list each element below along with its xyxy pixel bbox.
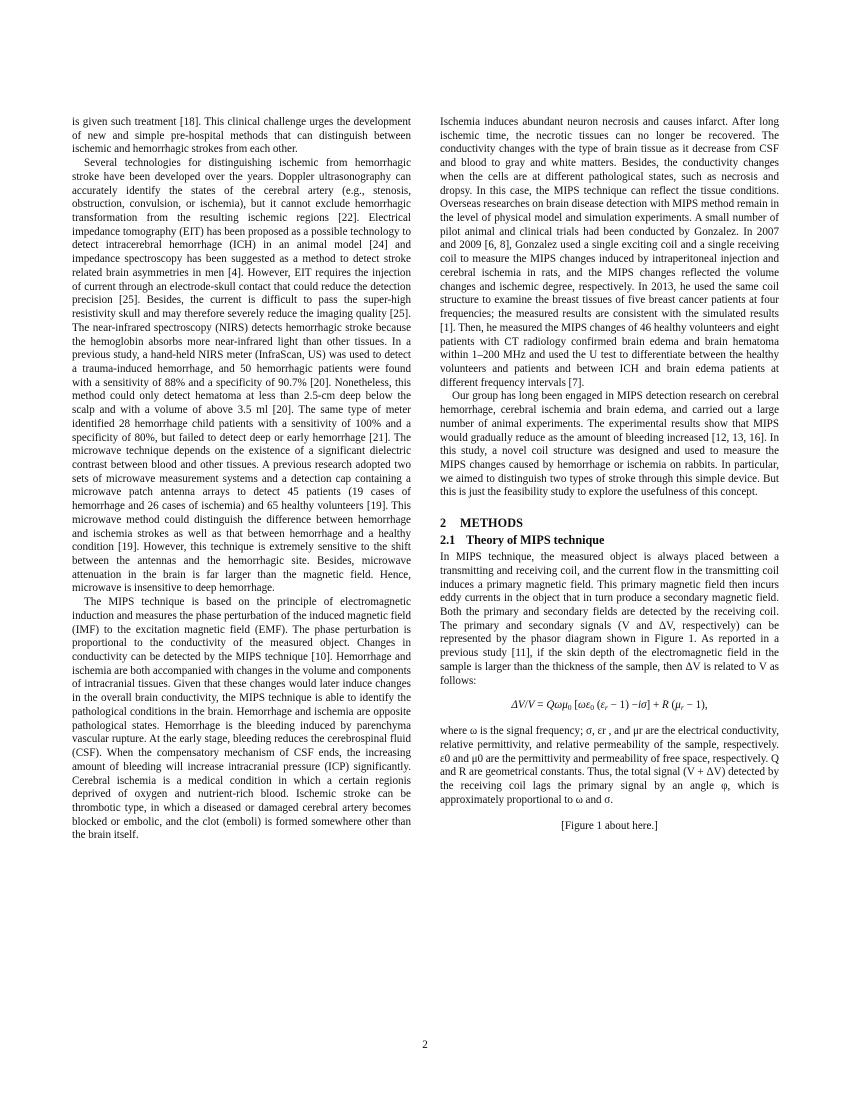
section-heading [440,517,779,531]
right-column [440,116,779,834]
two-column-body [72,116,779,843]
spacer [440,715,779,725]
subsection-heading [440,534,779,548]
paragraph: where ω is the signal frequency; σ, εr , and μr are the electrical conductivity, relative permittivity, and relative permeability of the sample, respectively. ε0 and μ0 are the permittivity and permeability of free space, respectively. Q and R are geometrical constants. Thus, the total signal (V + ΔV) detected by the receiving coil lags the primary signal by an angle φ, which is approximately proportional to ω and σ. [440,725,779,806]
spacer [440,688,779,698]
paragraph: Several technologies for distinguishing ischemic from hemorrhagic stroke have been developed over the years. Doppler ultrasonography can accurately identify the states of the cerebral artery (e.g., stenosis, obstruction, convulsion, or ischemia), but it cannot exclude hemorrhagic transformation from the resulting ischemic regions [22]. Electrical impedance tomography (EIT) has been proposed as a possible technology to detect intracerebral hemorrhage (ICH) in an animal model [24] and impedance spectroscopy has been suggested as a method to detect stroke related brain asymmetries in men [4]. However, EIT requires the injection of current through an electrode-skull contact that could reduce the detection precision [25]. Besides, the current is difficult to pass the super-high resistivity skull and may therefore severely reduce the imaging quality [25]. The near-infrared spectroscopy (NIRS) detects hemorrhagic stroke because the hemoglobin absorbs more near-infrared light than other tissues. In a previous study, a hand-held NIRS meter (InfraScan, US) was used to detect a trauma-induced hemorrhage, and 50 hemorrhagic patients were found with a sensitivity of 88% and a specificity of 90.7% [20]. Nonetheless, this method could only detect hematoma at less than 2.5-cm deep below the scalp and with a volume of above 3.5 ml [20]. The same type of meter identified 28 hemorrhage child patients with a sensitivity of 100% and a specificity of 80%, but failed to detect deep or early hemorrhage [21]. The microwave technique depends on the existence of a significant dielectric contrast between blood and other tissues. A previous research adopted two sets of microwave measurement systems and a detection cap containing a microwave patch antenna arrays to detect 45 patients (19 cases of hemorrhage and 26 cases of ischemia) and 65 healthy volunteers [19]. This microwave method could distinguish the difference between hemorrhage and ischemia strokes as well as that between hemorrhage and a healthy condition [19]. However, this technique is extremely sensitive to the shift between the antennas and the hemorrhagic site. Besides, microwave attenuation in the brain is far larger than the magnetic field. Hence, microwave is insensitive to deep hemorrhage. [72,157,411,595]
subsection-number: 2.1 [440,533,456,548]
figure-placeholder-note: [Figure 1 about here.] [561,820,658,833]
subsection-title: Theory of MIPS technique [466,533,605,548]
left-column [72,116,411,843]
section-title: METHODS [460,516,524,531]
spacer [440,500,779,517]
paragraph: The MIPS technique is based on the principle of electromagnetic induction and measures the phase perturbation of the induced magnetic field (IMF) to the excitation magnetic field (EMF). The phase perturbation is proportional to the conductivity of the measured object. Changes in conductivity can be detected by the MIPS technique [10]. Hemorrhage and ischemia are both accompanied with changes in the volume and components of intracranial tissues. Given that these changes would later induce changes in the overall brain conductivity, the MIPS technique is able to identify the pathological conditions in the brain. Hemorrhage and ischemia are opposite pathological states. Hemorrhage is the bleeding induced by parenchyma vascular rupture. At the early stage, bleeding reduces the cerebrospinal fluid (CSF). When the compensatory mechanism of CSF ends, the increasing amount of bleeding will increase intracranial pressure (ICP) significantly. Cerebral ischemia is a medical condition in which a certain regionis deprived of oxygen and nutrient-rich blood. Ischemic stroke can be thrombotic type, in which a diseased or damaged cerebral artery becomes blocked or embolic, and the clot (emboli) is formed somewhere other than the brain itself. [72,596,411,842]
equation-1: ΔV/V = Qωμ0 [ωε0 $(\varepsilon_r - 1) -i\sigma] + R$ $(\mu_r - 1)$, [511,699,708,713]
paragraph: is given such treatment [18]. This clinical challenge urges the development of new and simple pre-hospital methods that can distinguish between ischemic and hemorrhagic strokes from each other. [72,116,411,156]
section-number: 2 [440,516,447,531]
paragraph: Our group has long been engaged in MIPS detection research on cerebral hemorrhage, cerebral ischemia and brain edema, and carried out a large number of animal experiments. The experimental results show that MIPS would gradually reduce as the amount of bleeding increased [12, 13, 16]. In this study, a novel coil structure was designed and used to measure the MIPS changes caused by hemorrhage or ischemia on rabbits. In particular, we aimed to distinguish two types of stroke through this simple device. But this is just the feasibility study to explore the usefulness of this concept. [440,390,779,499]
spacer [440,807,779,820]
page-number: 2 [422,1039,428,1051]
paragraph: Ischemia induces abundant neuron necrosis and causes infarct. After long ischemic time, the necrotic tissues can no longer be recovered. The conductivity changes with the type of brain tissue as it decrease from CSF and blood to gray and white matters. Besides, the conductivity changes when the cells are at different pathological states, such as necrosis and dropsy. In this case, the MIPS technique can reflect the tissue conditions. Overseas researches on brain disease detection with MIPS method remain in the level of physical model and simulation experiments. A small number of pilot animal and clinical trials had been conducted by Gonzalez. In 2007 and 2009 [6, 8], Gonzalez used a single exciting coil and a single receiving coil to measure the MIPS changes induced by intraperitoneal injection and cerebral ischemia in rats, and the MIPS changes reflected the volume changes and ischemic degree, respectively. In 2013, he used the same coil structure to examine the breast tissues of five breast cancer patients at four frequencies; the measured results are consistent with the simulated results [1]. Then, he measured the MIPS changes of 46 healthy volunteers and eight patients with CT radiology confirmed brain edema and brain hematoma within 1–200 MHz and used the U test to differentiate between the healthy volunteers and patients and between ICH and brain edema patients at different frequency intervals [7]. [440,116,779,389]
paragraph: In MIPS technique, the measured object is always placed between a transmitting and receiving coil, and the current flow in the transmitting coil induces a primary magnetic field. This primary magnetic field then incurs eddy currents in the object that in turn produce a secondary magnetic field. Both the primary and secondary fields are detected by the receiving coil. The primary and secondary signals (V and ΔV, respectively) can be represented by the phasor diagram shown in Figure 1. As reported in a previous study [11], if the skin depth of the electromagnetic field in the sample is larger than the thickness of the sample, then ΔV is related to V as follows: [440,551,779,687]
